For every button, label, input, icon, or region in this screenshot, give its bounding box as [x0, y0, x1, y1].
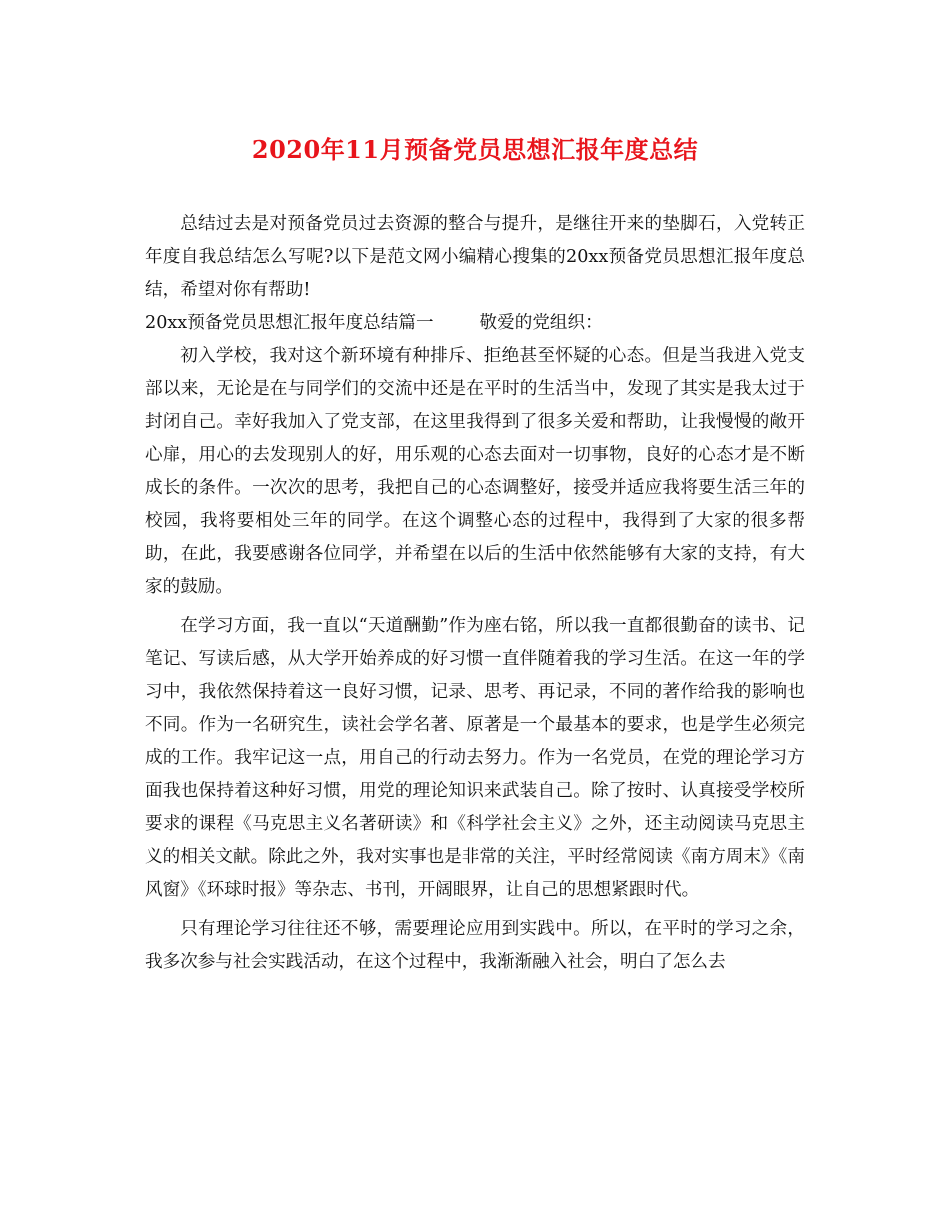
document-title: 2020年11月预备党员思想汇报年度总结	[251, 135, 699, 164]
document-body	[145, 208, 805, 979]
body-paragraph-3: 只有理论学习往往还不够，需要理论应用到实践中。所以，在平时的学习之余，我多次参与社会实践活动，在这个过程中，我渐渐融入社会，明白了怎么去	[145, 919, 805, 972]
body-paragraph-1: 初入学校，我对这个新环境有种排斥、拒绝甚至怀疑的心态。但是当我进入党支部以来，无论是在与同学们的交流中还是在平时的生活当中，发现了其实是我太过于封闭自己。幸好我加入了党支部，在这里我得到了很多关爱和帮助，让我慢慢的敞开心扉，用心的去发现别人的好，用乐观的心态去面对一切事物，良好的心态才是不断成长的条件。一次次的思考，我把自己的心态调整好，接受并适应我将要生活三年的校园，我将要相处三年的同学。在这个调整心态的过程中，我得到了大家的很多帮助，在此，我要感谢各位同学，并希望在以后的生活中依然能够有大家的支持，有大家的鼓励。	[145, 346, 805, 597]
section-heading: 20xx预备党员思想汇报年度总结篇一	[145, 313, 434, 333]
intro-paragraph: 总结过去是对预备党员过去资源的整合与提升，是继往开来的垫脚石，入党转正年度自我总结怎么写呢?以下是范文网小编精心搜集的20xx预备党员思想汇报年度总结，希望对你有帮助!	[145, 214, 805, 300]
salutation: 敬爱的党组织：	[479, 313, 603, 333]
body-paragraph-2: 在学习方面，我一直以“天道酬勤”作为座右铭，所以我一直都很勤奋的读书、记笔记、写读后感，从大学开始养成的好习惯一直伴随着我的学习生活。在这一年的学习中，我依然保持着这一良好习惯，记录、思考、再记录，不同的著作给我的影响也不同。作为一名研究生，读社会学名著、原著是一个最基本的要求，也是学生必须完成的工作。我牢记这一点，用自己的行动去努力。作为一名党员，在党的理论学习方面我也保持着这种好习惯，用党的理论知识来武装自己。除了按时、认真接受学校所要求的课程《马克思主义名著研读》和《科学社会主义》之外，还主动阅读马克思主义的相关文献。除此之外，我对实事也是非常的关注，平时经常阅读《南方周末》《南风窗》《环球时报》等杂志、书刊，开阔眼界，让自己的思想紧跟时代。	[145, 616, 805, 900]
section-heading-line	[145, 307, 805, 340]
